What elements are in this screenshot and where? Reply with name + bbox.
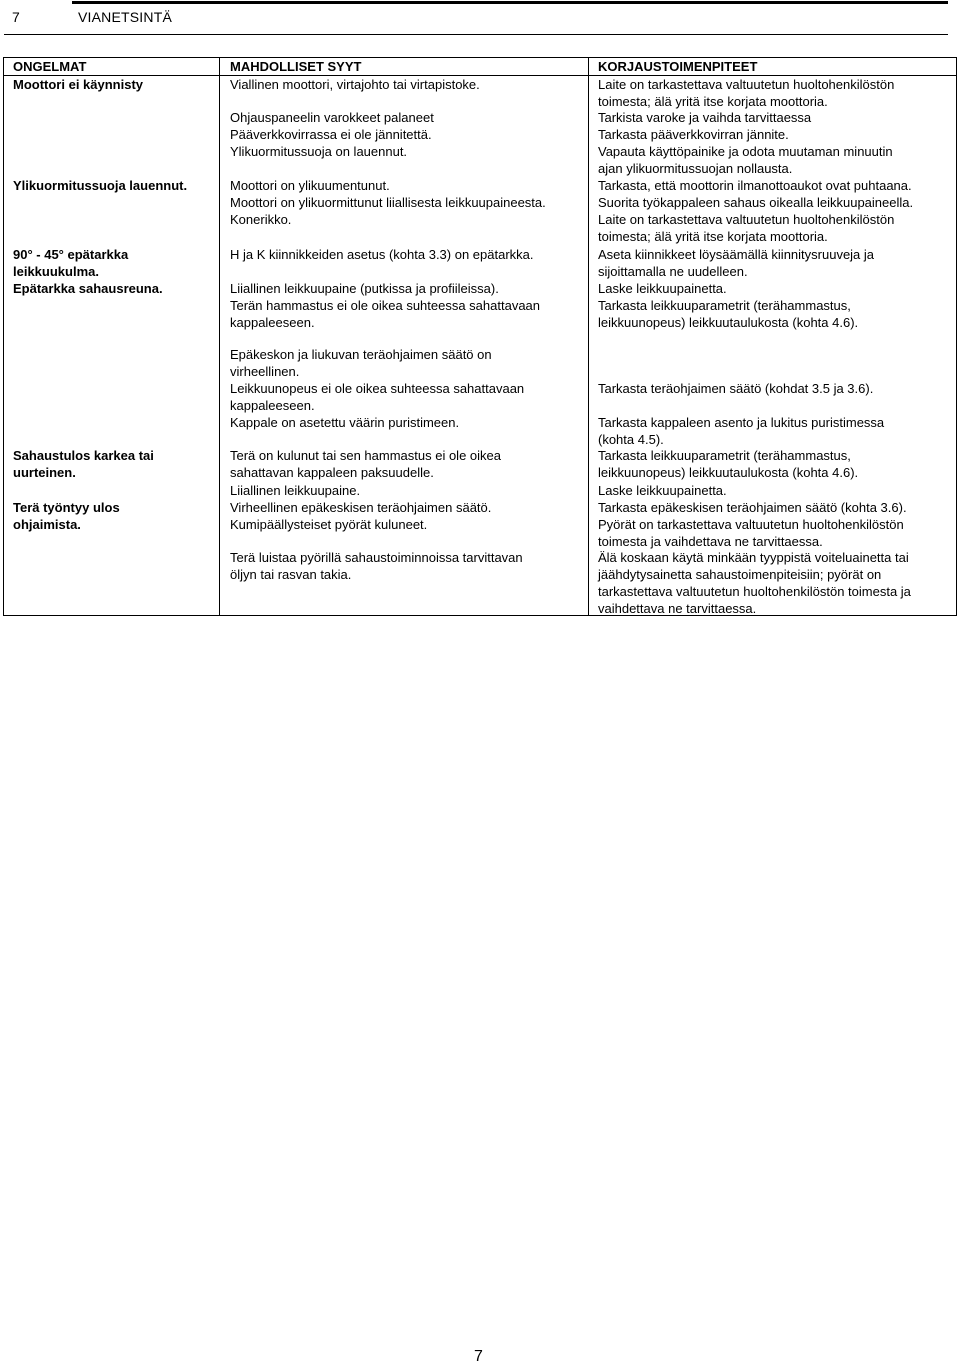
remedy-cell: tarkastettava valtuutetun huoltohenkilöstön toimesta ja — [598, 584, 911, 599]
cause-cell: Leikkuunopeus ei ole oikea suhteessa sahattavaan — [230, 381, 525, 396]
column-divider — [588, 58, 589, 615]
remedy-cell: ajan ylikuormitussuojan nollausta. — [598, 161, 793, 176]
section-number: 7 — [12, 9, 20, 25]
cause-cell: virheellinen. — [230, 364, 300, 379]
problem-cell: Ylikuormitussuoja lauennut. — [13, 178, 188, 193]
section-title: VIANETSINTÄ — [78, 9, 172, 25]
cause-cell: Konerikko. — [230, 212, 292, 227]
problem-cell: Epätarkka sahausreuna. — [13, 281, 163, 296]
cause-cell: Virheellinen epäkeskisen teräohjaimen säätö. — [230, 500, 492, 515]
cause-cell: Terä luistaa pyörillä sahaustoiminnoissa tarvittavan — [230, 550, 523, 565]
remedy-cell: Tarkasta, että moottorin ilmanottoaukot ovat puhtaana. — [598, 178, 912, 193]
header-remedies: KORJAUSTOIMENPITEET — [598, 59, 758, 74]
page-number: 7 — [474, 1348, 483, 1365]
cause-cell: Ylikuormitussuoja on lauennut. — [230, 144, 408, 159]
problem-cell: uurteinen. — [13, 465, 76, 480]
cause-cell: sahattavan kappaleen paksuudelle. — [230, 465, 434, 480]
remedy-cell: leikkuunopeus) leikkuutaulukosta (kohta 4.6). — [598, 315, 859, 330]
remedy-cell: Laske leikkuupainetta. — [598, 483, 727, 498]
remedy-cell: toimesta ja vaihdettava ne tarvittaessa. — [598, 534, 823, 549]
cause-cell: Moottori on ylikuormittunut liiallisesta leikkuupaineesta. — [230, 195, 546, 210]
remedy-cell: Aseta kiinnikkeet löysäämällä kiinnitysruuveja ja — [598, 247, 875, 262]
cause-cell: Viallinen moottori, virtajohto tai virtapistoke. — [230, 77, 480, 92]
cause-cell: Terän hammastus ei ole oikea suhteessa sahattavaan — [230, 298, 541, 313]
remedy-cell: Pyörät on tarkastettava valtuutetun huoltohenkilöstön — [598, 517, 904, 532]
remedy-cell: Laite on tarkastettava valtuutetun huoltohenkilöstön — [598, 212, 895, 227]
cause-cell: kappaleeseen. — [230, 398, 315, 413]
problem-cell: Sahaustulos karkea tai — [13, 448, 154, 463]
remedy-cell: Älä koskaan käytä minkään tyyppistä voiteluainetta tai — [598, 550, 909, 565]
header-underline — [4, 34, 948, 35]
remedy-cell: Suorita työkappaleen sahaus oikealla leikkuupaineella. — [598, 195, 914, 210]
remedy-cell: vaihdettava ne tarvittaessa. — [598, 601, 757, 616]
remedy-cell: Tarkasta epäkeskisen teräohjaimen säätö (kohta 3.6). — [598, 500, 907, 515]
header-problems: ONGELMAT — [13, 59, 87, 74]
remedy-cell: Laite on tarkastettava valtuutetun huoltohenkilöstön — [598, 77, 895, 92]
cause-cell: Pääverkkovirrassa ei ole jännitettä. — [230, 127, 432, 142]
problem-cell: Terä työntyy ulos — [13, 500, 120, 515]
remedy-cell: jäähdytysainetta sahaustoimenpiteisiin; pyörät on — [598, 567, 882, 582]
cause-cell: Liiallinen leikkuupaine (putkissa ja profiileissa). — [230, 281, 499, 296]
page-header — [0, 0, 960, 36]
cause-cell: Kappale on asetettu väärin puristimeen. — [230, 415, 460, 430]
remedy-cell: Tarkasta teräohjaimen säätö (kohdat 3.5 ja 3.6). — [598, 381, 874, 396]
remedy-cell: leikkuunopeus) leikkuutaulukosta (kohta 4.6). — [598, 465, 859, 480]
cause-cell: Terä on kulunut tai sen hammastus ei ole oikea — [230, 448, 501, 463]
troubleshooting-table — [3, 57, 957, 616]
cause-cell: öljyn tai rasvan takia. — [230, 567, 352, 582]
header-row-divider — [4, 75, 956, 76]
remedy-cell: Laske leikkuupainetta. — [598, 281, 727, 296]
problem-cell: ohjaimista. — [13, 517, 81, 532]
cause-cell: H ja K kiinnikkeiden asetus (kohta 3.3) on epätarkka. — [230, 247, 534, 262]
problem-cell: Moottori ei käynnisty — [13, 77, 144, 92]
cause-cell: Liiallinen leikkuupaine. — [230, 483, 361, 498]
problem-cell: leikkuukulma. — [13, 264, 99, 279]
problem-cell: 90° - 45° epätarkka — [13, 247, 129, 262]
cause-cell: Moottori on ylikuumentunut. — [230, 178, 390, 193]
remedy-cell: Tarkasta leikkuuparametrit (terähammastus, — [598, 298, 851, 313]
remedy-cell: Tarkasta leikkuuparametrit (terähammastus, — [598, 448, 851, 463]
remedy-cell: Tarkista varoke ja vaihda tarvittaessa — [598, 110, 812, 125]
remedy-cell: toimesta; älä yritä itse korjata moottoria. — [598, 229, 828, 244]
remedy-cell: Vapauta käyttöpainike ja odota muutaman minuutin — [598, 144, 893, 159]
remedy-cell: Tarkasta pääverkkovirran jännite. — [598, 127, 789, 142]
remedy-cell: (kohta 4.5). — [598, 432, 664, 447]
cause-cell: Epäkeskon ja liukuvan teräohjaimen säätö on — [230, 347, 492, 362]
remedy-cell: toimesta; älä yritä itse korjata moottoria. — [598, 94, 828, 109]
cause-cell: Kumipäällysteiset pyörät kuluneet. — [230, 517, 428, 532]
column-divider — [219, 58, 220, 615]
remedy-cell: sijoittamalla ne uudelleen. — [598, 264, 748, 279]
header-causes: MAHDOLLISET SYYT — [230, 59, 362, 74]
cause-cell: Ohjauspaneelin varokkeet palaneet — [230, 110, 434, 125]
remedy-cell: Tarkasta kappaleen asento ja lukitus puristimessa — [598, 415, 885, 430]
cause-cell: kappaleeseen. — [230, 315, 315, 330]
header-rule — [72, 1, 948, 4]
